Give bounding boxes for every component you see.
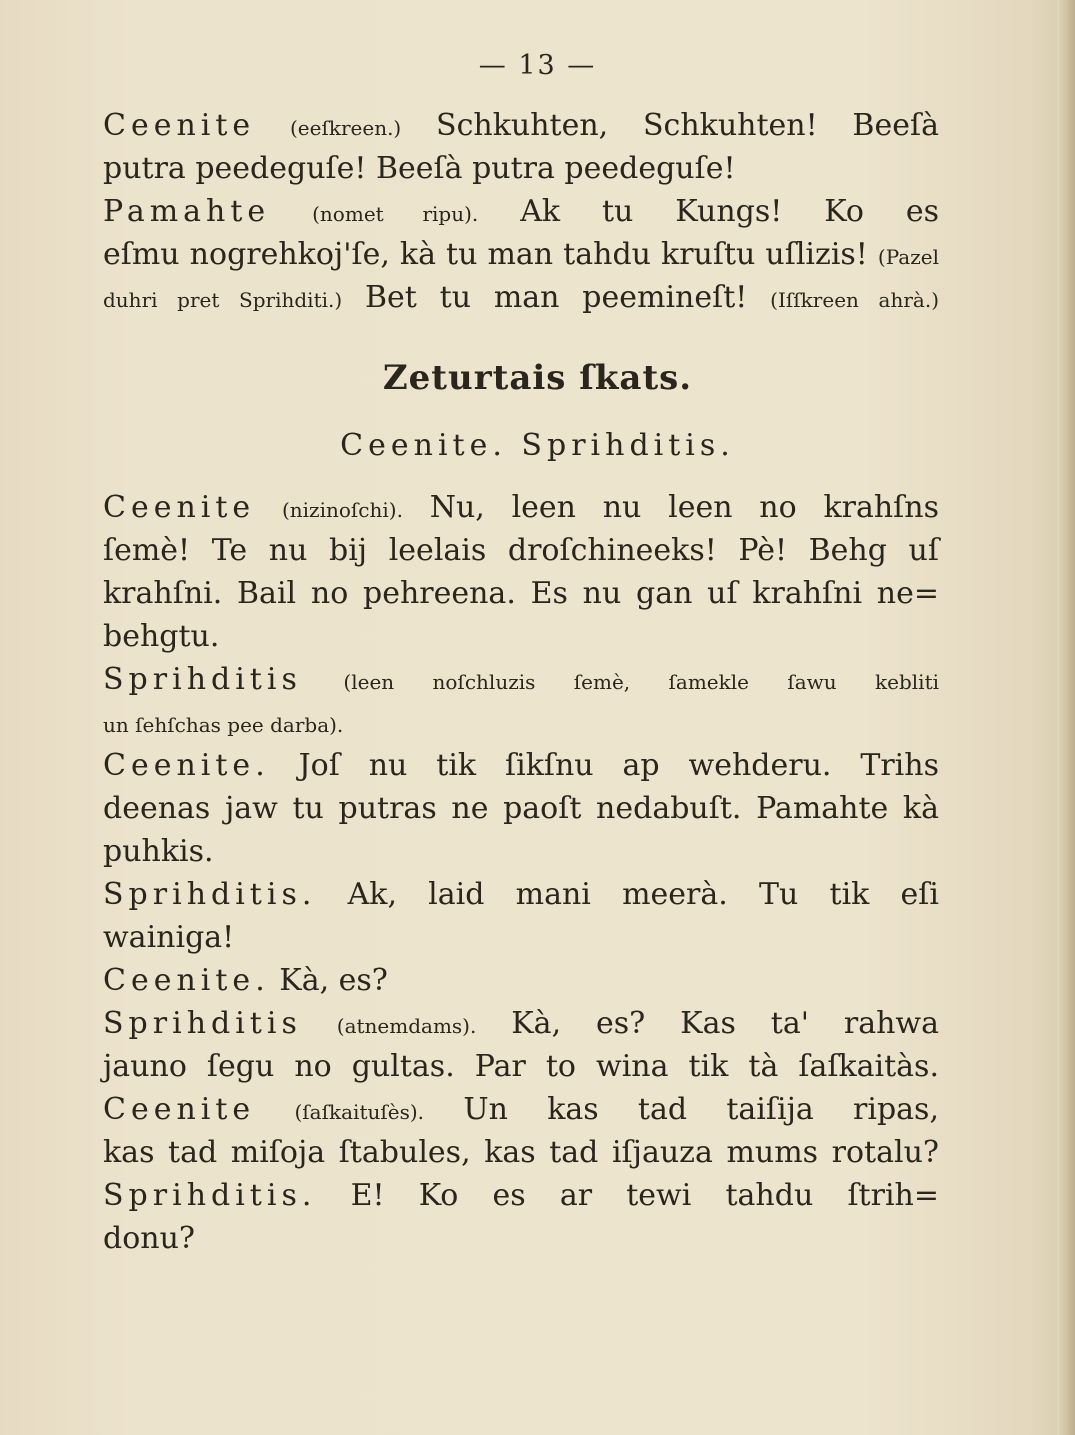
text-line [103,744,939,787]
text-line [103,1045,939,1088]
text-line [103,1217,939,1260]
text-line [103,787,939,830]
dialogue-text: kas tad miſoja ſtabules, kas tad iſjauza mums rotalu? [103,1135,939,1170]
dialogue-text: Kà, es? Kas ta' rahwa [511,1006,939,1041]
speaker-name: Ceenite [103,490,256,525]
dialogue-text: jauno ſegu no gultas. Par to wina tik tà ſaſkaitàs. [103,1049,939,1084]
text-line [103,529,939,572]
speaker-name: Sprihditis. [103,1178,317,1213]
speaker-name: Ceenite. [103,748,270,783]
stage-direction: (nizinoſchi). [281,498,403,522]
dialogue-text: puhkis. [103,834,214,869]
text-line [103,1088,939,1131]
speaker-name: Sprihditis [103,662,302,697]
text-line [103,959,939,1002]
dialogue-text: putra peedeguſe! Beeſà putra peedeguſe! [103,151,736,186]
text-line [103,1131,939,1174]
stage-direction: (atnemdams). [336,1014,477,1038]
page-spine-edge [1057,0,1075,1435]
stage-direction: (nomet ripu). [312,202,479,226]
dialogue-block-1 [103,104,939,319]
dialogue-text: Un kas tad taiſija ripas, [463,1092,939,1127]
text-line [103,615,939,658]
text-line [103,104,939,147]
dialogue-text: Nu, leen nu leen no krahſns [429,490,939,525]
speaker-name: Sprihditis. [103,877,317,912]
stage-direction: un ſehſchas pee darba). [103,713,344,737]
speaker-name: Pamahte [103,194,271,229]
stage-direction: duhri pret Sprihditi.) [103,288,343,312]
dialogue-text: Ak, laid mani meerà. Tu tik eſi [347,877,939,912]
text-line [103,233,939,276]
text-line [103,572,939,615]
speaker-name: Ceenite [103,1092,256,1127]
text-line [103,1174,939,1217]
scene-cast: Ceenite. Sprihditis. [340,428,735,463]
dialogue-text: Ak tu Kungs! Ko es [520,194,939,229]
stage-direction: (eeſkreen.) [289,116,402,140]
speaker-name: Ceenite. [103,963,270,998]
text-line [103,830,939,873]
dialogue-text: donu? [103,1221,195,1256]
dialogue-text: deenas jaw tu putras ne paoſt nedabuſt. Pamahte kà [103,791,939,826]
dialogue-text: E! Ko es ar tewi tahdu ſtrih= [350,1178,939,1213]
page-number: — 13 — [478,50,597,81]
scene-title: Zeturtais ſkats. [382,358,693,398]
dialogue-text: ſemè! Te nu bij leelais droſchineeks! Pè! Behg uſ [103,533,939,568]
speaker-name: Sprihditis [103,1006,302,1041]
text-line [103,873,939,916]
dialogue-text: eſmu nogrehkoj'ſe, kà tu man tahdu kruſtu uſlizis! [103,237,868,272]
dialogue-text: Schkuhten, Schkuhten! Beeſà [436,108,939,143]
text-line [103,916,939,959]
text-line [103,147,939,190]
text-line [103,486,939,529]
speaker-name: Ceenite [103,108,256,143]
dialogue-text: behgtu. [103,619,220,654]
dialogue-text: Joſ nu tik ſikſnu ap wehderu. Trihs [298,748,939,783]
dialogue-text: Bet tu man peemineſt! [364,280,748,315]
stage-direction: (leen noſchluzis ſemè, ſamekle ſawu kebliti [343,670,939,694]
dialogue-text: wainiga! [103,920,235,955]
dialogue-text: krahſni. Bail no pehreena. Es nu gan uſ krahſni ne= [103,576,939,611]
dialogue-text: Kà, es? [279,963,388,998]
stage-direction: (ſaſkaituſès). [294,1100,425,1124]
text-line [103,1002,939,1045]
dialogue-block-2 [103,486,939,1260]
text-line [103,190,939,233]
stage-direction: (Pazel [877,245,939,269]
text-line [103,658,939,701]
text-line [103,701,939,744]
text-line [103,276,939,319]
stage-direction: (Iſſkreen ahrà.) [770,288,939,312]
